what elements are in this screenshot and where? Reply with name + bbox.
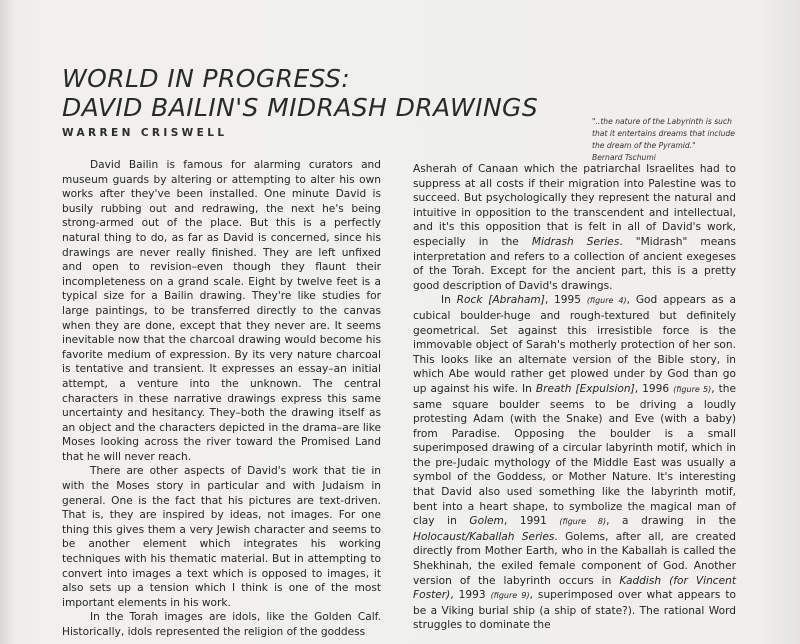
artwork-title: Golem [469, 515, 504, 528]
series-title: Midrash Series [531, 235, 620, 248]
text-run: , 1995 [544, 294, 587, 307]
text-run: , superimposed over what appears to be a Viking burial ship (a ship of state?). The rational Word struggles to dominate the [413, 589, 736, 632]
epigraph [592, 116, 742, 164]
text-run: . Golems, after all, are created directly from Mother Earth, who in the Kaballah is called the Shekhinah, the exiled female component of God. Another version of the labyrinth occurs in [413, 530, 736, 587]
left-column [62, 158, 381, 640]
title-line-1: WORLD IN PROGRESS: [62, 64, 351, 93]
right-column [413, 162, 736, 633]
text-run: , 1993 [450, 589, 491, 602]
paragraph [413, 162, 736, 293]
artwork-title: Rock [Abraham] [456, 294, 545, 307]
paragraph [413, 293, 736, 633]
text-run: , 1991 [503, 515, 560, 528]
figure-reference: (figure 5) [673, 384, 712, 394]
artwork-title: Kaddish (for Vincent Foster) [413, 574, 736, 602]
text-run: , the same square boulder seems to be driving a loudly protesting Adam (with the Snake) and Eve (with a baby) from Paradise. Opposing the boulder is a small superimposed drawing of a circular labyrinth motif, which in the pre-Judaic mythology of the Middle East was usually a symbol of the Goddess, or Mother Nature. It's interesting that David also used something like the labyrinth motif, bent into a heart shape, to symbolize the magical man of clay in [413, 382, 736, 528]
figure-reference: (figure 8) [559, 517, 607, 527]
figure-reference: (figure 9) [490, 591, 530, 601]
text-run: Asherah of Canaan which the patriarchal Israelites had to suppress at all costs if their migration into Palestine was to succeed. But psychologically they represent the natural and intuitive in opposition to the transcendent and intellectual, and it's this opposition that is felt in all of David's work, especially in the [413, 163, 736, 248]
author-byline: WARREN CRISWELL [62, 127, 228, 139]
text-run: In [441, 294, 457, 307]
figure-reference: (figure 4) [586, 296, 627, 306]
article-title [62, 64, 538, 122]
paragraph: In the Torah images are idols, like the Golden Calf. Historically, idols represented the religion of the goddess [62, 611, 381, 638]
artwork-title: Breath [Expulsion] [535, 382, 635, 395]
series-title: Holocaust/Kaballah Series [413, 530, 555, 543]
paragraph: David Bailin is famous for alarming curators and museum guards by altering or attempting to alter his own works after they've been installed. One minute David is busily rubbing out and redrawing, the next he's being strong-armed out of the place. But this is a perfectly natural thing to do, as far as David is concerned, since his drawings are never really finished. They are left unfixed and open to revision–even though they flaunt their incompleteness on a grand scale. Eight by twelve feet is a typical size for a Bailin drawing. They're like studies for large paintings, to be transferred directly to the canvas when they are done, except that they never are. It seems inevitable now that the charcoal drawing would become his favorite medium of expression. By its very nature charcoal is tentative and transient. It expresses an essay–an initial attempt, a venture into the unknown. The central characters in these narrative drawings express this same uncertainty and hesitancy. They–both the drawing itself as an object and the characters depicted in the drama–are like Moses looking across the river toward the Promised Land that he will never reach. [62, 159, 381, 463]
text-run: , a drawing in the [606, 515, 736, 528]
epigraph-attribution: Bernard Tschumi [592, 153, 656, 162]
text-run: , God appears as a cubical boulder-huge and rough-textured but definitely geometrical. Set against this irresistible force is the immovable object of Sarah's motherly protection of her son. This looks like an alternate version of the Bible story, in which Abe would rather get plowed under by God than go up against his wife. In [413, 294, 736, 395]
text-run: . "Midrash" means interpretation and refers to a collection of ancient exegeses of the Torah. Except for the ancient part, this is a pretty good description of David's drawings. [413, 235, 736, 292]
text-run: , 1996 [634, 382, 674, 395]
epigraph-quote: "..the nature of the Labyrinth is such that it entertains dreams that include the dream of the Pyramid." [592, 117, 735, 150]
title-line-2: DAVID BAILIN'S MIDRASH DRAWINGS [62, 93, 539, 122]
paragraph: There are other aspects of David's work that tie in with the Moses story in particular and with Judaism in general. One is the fact that his pictures are text-driven. That is, they are inspired by ideas, not images. For one thing this gives them a very Jewish character and seems to be another element which integrates his working techniques with his thematic material. But in attempting to convert into images a text which is opposed to images, it also sets up a tension which I think is one of the most important elements in his work. [62, 465, 381, 609]
